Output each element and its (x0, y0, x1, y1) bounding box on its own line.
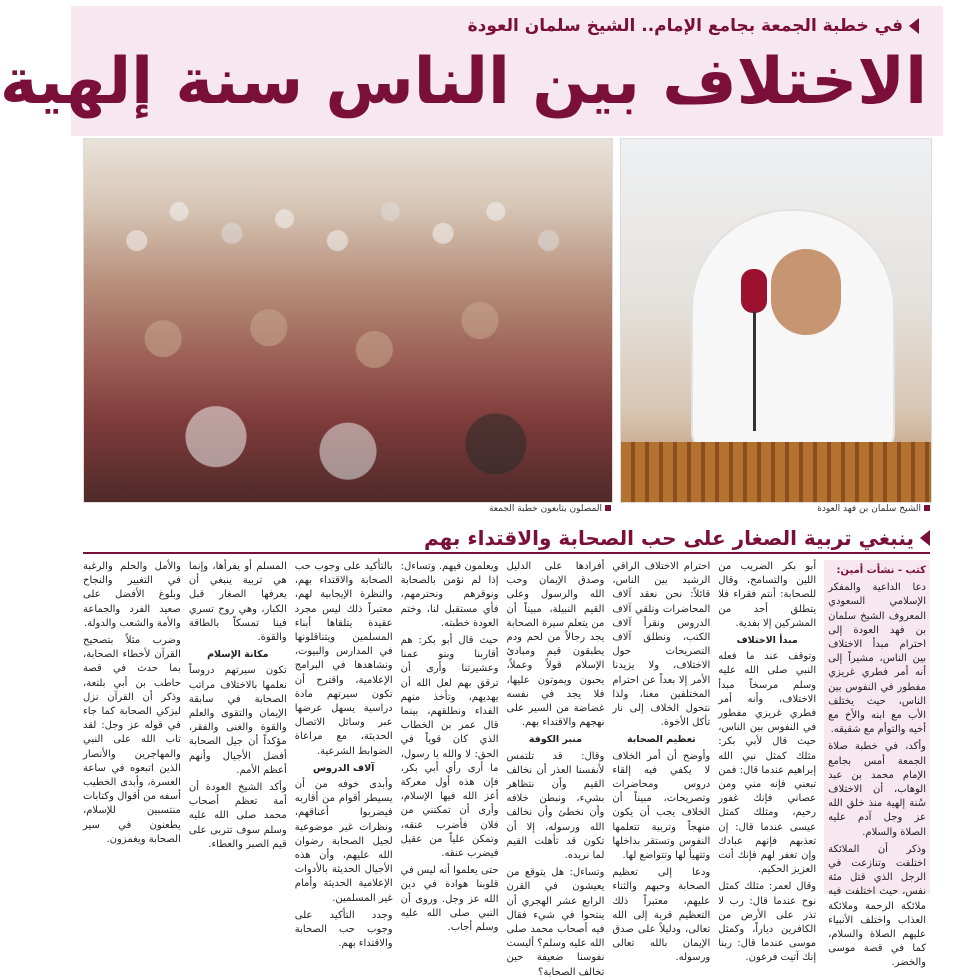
section-subhead: مبدأ الاختلاف (736, 635, 798, 647)
paragraph: وأوضح أن أمر الخلاف لا يكفي فيه إلقاء دروس ومحاضرات وتصريحات، مبيناً أن الخلاف يجب أن يكون منهجاً وتربية تتعلمها النفوس وتستقر بداخلها وتتهيأ لها وتتواضع لها. (612, 750, 711, 862)
paragraph: والأمل والحلم والرغبة في التغيير والنجاح وبلوغ الأفضل على صعيد الفرد والجماعة والأمة والشعب والدولة. (83, 561, 181, 629)
paragraph: وضرب مثلاً بتصحيح القرآن لأخطاء الصحابة، بما حدث في قصة حاطب بن أبي بلتعة، وذكر أن القرآن نزل ليزكي الصحابة كما جاء في قوله عز وجل: لقد تاب الله على النبي والمهاجرين والأنصار الذين اتبعوه في ساعة العسرة، وأبدى الخطيب أسفه من أقوال وكتابات منتسبين للإسلام، يطعنون في سير الصحابة ويغمزون. (83, 635, 181, 845)
paragraph: حيث قال أبو بكر: هم أقاربنا وبنو عمنا وعشيرتنا وأرى أن ترقق بهم لعل الله أن يهديهم، وتأخذ منهم الفداء ونطلقهم، بينما قال عمر بن الخطاب الذي كان قوياً في الحق: لا والله يا رسول، ما أرى رأي أبي بكر، فإن هذه أول معركة أعز الله فيها الإسلام، وأرى أن تمكنني من فلان فأضرب عنقه، وتمكن علياً من عقيل فيضرب عنقه. (400, 635, 499, 860)
article-kicker (468, 14, 919, 38)
paragraph: المسلم أو يفرأها، وإنما هي تربية ينبغي أن يعرفها الصغار قبل الكبار، وهي روح تسري فينا تمسكاً بالطاقة والقوة. (188, 561, 287, 644)
paragraph: بالتأكيد على وجوب حب الصحابة والاقتداء بهم، والنظرة الإيجابية لهم، معتبراً ذلك ليس مجرد عقيدة يتلقاها أبناء المسلمين ويتناقلونها في المدارس والبيوت، ونشاهدها في البرامج الإعلامية، واقترح أن تكون سيرتهم مادة دراسية يسهل عرضها عبر وسائل الاتصال الحديثة، مع مراعاة الضوابط الشرعية. (294, 561, 393, 757)
article-column-3 (612, 560, 711, 964)
paragraph: وجدد التأكيد على وجوب حب الصحابة والاقتداء بهم. (294, 909, 393, 950)
crowd-image (84, 139, 612, 502)
article-headline: الاختلاف بين الناس سنة إلهية (0, 45, 927, 119)
sheikh-photo (620, 138, 932, 503)
article-column-8 (83, 560, 181, 894)
paragraph: احترام الاختلاف الراقي الرشيد بين الناس، قائلاً: نحن نعقد آلاف المحاضرات ونلقي آلاف الدروس ونقرأ آلاف الكتب، ونطلق آلاف التصريحات حول الاختلاف، ولا يزيدنا الأمر إلا بعداً عن احترام المختلفين معنا، ولذا نتحول الخلاف إلى نار تأكل الأخوة. (612, 561, 711, 729)
article-subhead: ينبغي تربية الصغار على حب الصحابة والاقتداء بهم (83, 526, 930, 550)
section-subhead: آلاف الدروس (312, 762, 375, 774)
section-subhead: تعظيم الصحابة (626, 734, 696, 746)
paragraph: ودعا إلى تعظيم الصحابة وحبهم والثناء عليهم، معتبراً ذلك التعظيم قربة إلى الله تعالى، ودليلاً على صدق الإيمان بالله تعالى ورسوله. (612, 867, 711, 964)
sheikh-face (771, 249, 841, 335)
subhead-rule (83, 552, 930, 554)
paragraph: وقال: قد تلتمس لأنفسنا العذر أن نخالف القيم وأن نتظاهر بشيء، ونبطن خلافه وأن نخطئ وأن نخالف الله ورسوله، إلا أن تكون قد تأهلت القيم لما نريده. (506, 750, 605, 862)
kicker-triangle-icon (909, 18, 919, 34)
paragraph: وأبدى خوفه من أن يسيطر أقوام من أقاربه فيضربوا أعناقهم، ونظرات غير موضوعية لجيل الصحابة رضوان الله عليهم، وأن هذه الأجيال الحديثة بالأدوات الإعلامية الحديثة وأمام غير المسلمين. (294, 779, 393, 904)
paragraph: دعا الداعية والمفكر الإسلامي السعودي المعروف الشيخ سلمان بن فهد العودة إلى احترام مبدأ الاختلاف بين الناس، مشيراً إلى أنه أمر فطري غريزي مفطور في النفوس بين الناس، حيث يختلف الأب مع ابنه والأخ مع أخيه والتوأم مع شقيقه. (828, 582, 926, 736)
subhead-triangle-icon (920, 530, 930, 546)
paragraph: وذكر أن الملائكة اختلفت وتنازعت في الرجل الذي قتل مئة نفس، حيث اختلفت فيه ملائكة الرحمة وملائكة العذاب واختلف الأنبياء عليهم الصلاة والسلام، كما في قصة موسى والخضر. (828, 843, 926, 969)
article-columns (83, 560, 930, 978)
paragraph: وتساءل: هل يتوقع من يعيشون في القرن الرابع عشر الهجري أن ينتحوا في شيء فقال فيه أصحاب محمد صلى الله عليه وسلم؟ أليست نفوسنا ضعيفة حين تخالف الصحابة؟ (506, 867, 605, 978)
paragraph: حتى يعلموا أنه ليس في قلوبنا هوادة في دين الله عز وجل. وروى أن النبي صلى الله عليه وسلم أجاب. (400, 865, 499, 934)
section-subhead: منبر الكوفة (528, 734, 582, 746)
article-column-5 (400, 560, 499, 934)
article-column-4 (506, 560, 605, 978)
paragraph: أفرادها على الدليل وصدق الإيمان وحب الله والرسول وعلى القيم النبيلة، مبيناً أن من يتعلم سيرة الصحابة يجد رجالاً من لحم ودم يطبقون قيم ومبادئ الإسلام قولاً وعملاً، يحبون ويموتون عليها، فلا يجد في نفسه غضاضة من السير على نهجهم والاقتداء بهم. (506, 561, 605, 729)
paragraph: ويعلمون فيهم. وتساءل: إذا لم نؤمن بالصحابة ونوقرهم ونحترمهم، فأي مستقبل لنا، وختم العودة خطبته. (400, 561, 499, 629)
article-column-6 (294, 560, 393, 950)
paragraph: تكون سيرتهم دروساً نعلمها بالاختلاف مراتب الصحابة في سابقة الإيمان والتقوى والعلم والقوة والغنى والفقر، مؤكداً أن جيل الصحابة أفضل الأجيال وأنهم أعظم الأمم. (188, 665, 287, 776)
photo-caption-right: الشيخ سلمان بن فهد العودة (620, 503, 930, 515)
pulpit (621, 442, 931, 502)
microphone-icon (741, 269, 767, 313)
paragraph: وأكد، في خطبة صلاة الجمعة أمس بجامع الإمام محمد بن عبد الوهاب، أن الاختلاف سُنة إلهية منذ خلق الله عز وجل آدم عليه الصلاة والسلام. (828, 741, 926, 838)
congregation-photo (83, 138, 613, 503)
mic-stand (753, 311, 756, 431)
caption-square-icon (605, 505, 611, 511)
paragraph: وقال لعمر: مثلك كمثل نوح عندما قال: رب لا تذر على الأرض من الكافرين دياراً، وكمثل موسى عندما قال: ربنا إنك آتيت فرعون. (718, 881, 817, 964)
kicker-text: في خطبة الجمعة بجامع الإمام.. الشيخ سلمان العودة (467, 16, 903, 36)
article-column-2 (718, 560, 817, 964)
paragraph: وأكد الشيخ العودة أن أمة تعظم أصحاب محمد صلى الله عليه وسلم سوف تتربى على قيم الصبر والعطاء. (188, 782, 287, 850)
photo-caption-left: المصلون يتابعون خطبة الجمعة (357, 503, 611, 515)
byline: كتب - نشأت أمين: (836, 565, 926, 576)
paragraph: أبو بكر الضريب من اللين والتسامح، وقال للصحابة: أنتم فقراء فلا يتطلق أحد من المشركين إلا بفدية. (718, 561, 817, 629)
caption-square-icon (924, 505, 930, 511)
article-column-1 (824, 560, 930, 969)
paragraph: وتوقف عند ما فعله النبي صلى الله عليه وسلم مرسخاً مبدأ الاختلاف، وأنه أمر فطري غريزي مفطور في النفوس بين الناس، حيث قال لأبي بكر: مثلك كمثل نبي الله إبراهيم عندما قال: فمن تبعني فإنه مني ومن عصاني فإنك غفور رحيم، ومثلك كمثل عيسى عندما قال: إن تعذبهم فإنهم عبادك وإن تغفر لهم فإنك أنت العزيز الحكيم. (718, 651, 817, 876)
article-column-7 (189, 560, 287, 894)
section-subhead: مكانة الإسلام (207, 649, 269, 661)
